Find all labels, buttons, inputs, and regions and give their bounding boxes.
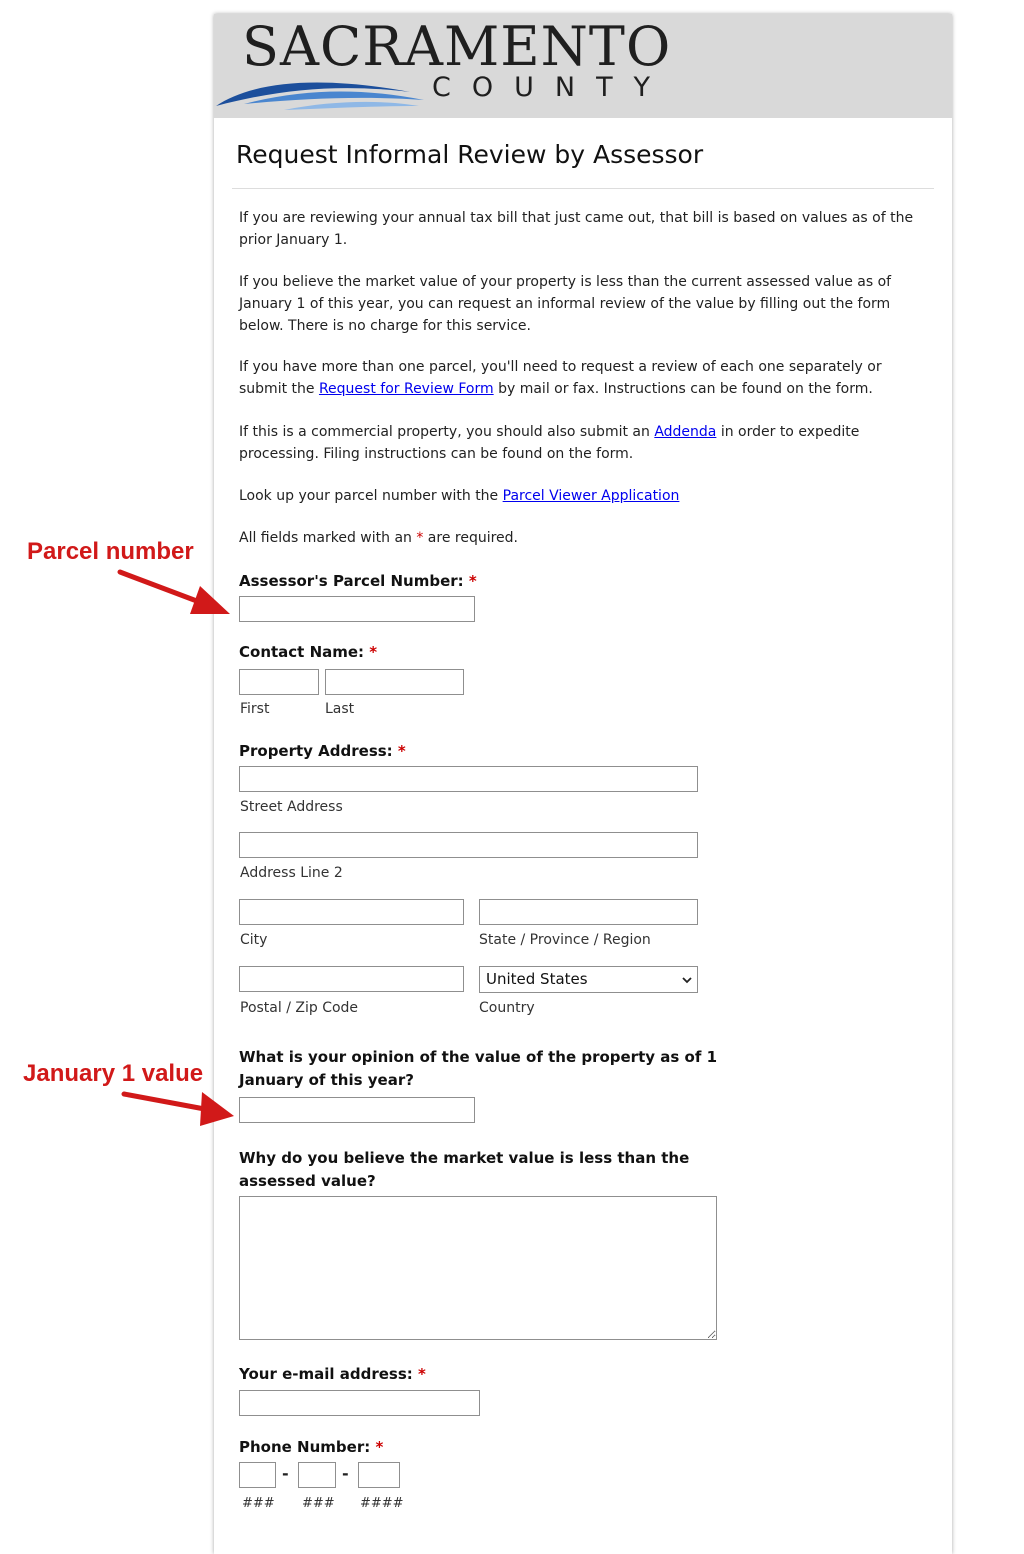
- street-address-sublabel: Street Address: [240, 799, 343, 815]
- intro-paragraph-3: If you have more than one parcel, you'll need to request a review of each one separately or submit the Request for Review Form by mail or fax. Instructions can be found on the form.: [239, 359, 882, 397]
- reason-textarea[interactable]: [239, 1196, 717, 1340]
- last-name-input[interactable]: [325, 669, 464, 695]
- country-select[interactable]: [479, 966, 698, 993]
- first-name-sublabel: First: [240, 701, 270, 717]
- property-address-label: Property Address: *: [239, 742, 406, 760]
- address-line-2-input[interactable]: [239, 832, 698, 858]
- postal-code-input[interactable]: [239, 966, 464, 992]
- reason-label: Why do you believe the market value is less than the assessed value?: [239, 1149, 690, 1190]
- parcel-number-label: Assessor's Parcel Number: *: [239, 572, 477, 590]
- logo-wordmark-sacramento: SACRAMENTO: [242, 15, 672, 78]
- phone-line-number-sublabel: ####: [360, 1496, 404, 1511]
- parcel-viewer-link[interactable]: Parcel Viewer Application: [502, 488, 680, 504]
- request-review-form-link[interactable]: Request for Review Form: [318, 381, 494, 397]
- phone-area-code-input[interactable]: [239, 1462, 276, 1488]
- phone-line-number-input[interactable]: [358, 1462, 400, 1488]
- intro-paragraph-5: Look up your parcel number with the Parcel Viewer Application: [239, 488, 680, 504]
- phone-separator: -: [342, 1464, 349, 1483]
- city-sublabel: City: [240, 932, 268, 948]
- address-line-2-sublabel: Address Line 2: [240, 865, 343, 881]
- form-page: [214, 14, 952, 1554]
- required-asterisk: *: [468, 572, 477, 590]
- annotation-arrow-icon: [110, 566, 240, 626]
- first-name-input[interactable]: [239, 669, 319, 695]
- phone-label: Phone Number: *: [239, 1438, 384, 1456]
- street-address-input[interactable]: [239, 766, 698, 792]
- phone-area-code-sublabel: ###: [242, 1496, 275, 1511]
- required-asterisk: *: [397, 742, 406, 760]
- last-name-sublabel: Last: [325, 701, 355, 717]
- page-title: Request Informal Review by Assessor: [236, 140, 704, 169]
- addenda-link[interactable]: Addenda: [654, 424, 717, 440]
- email-label: Your e-mail address: *: [239, 1365, 426, 1383]
- state-sublabel: State / Province / Region: [479, 932, 651, 948]
- postal-code-sublabel: Postal / Zip Code: [240, 1000, 359, 1016]
- title-divider: [232, 188, 934, 189]
- email-input[interactable]: [239, 1390, 480, 1416]
- intro-paragraph-2: If you believe the market value of your property is less than the current assessed value as of January 1 of this year, you can request an informal review of the value by filling out the form below. There is no charge for this service.: [239, 274, 892, 334]
- country-sublabel: Country: [479, 1000, 535, 1016]
- country-selected-value: United States: [486, 970, 588, 988]
- intro-paragraph-1: If you are reviewing your annual tax bill that just came out, that bill is based on values as of the prior January 1.: [239, 210, 914, 248]
- city-input[interactable]: [239, 899, 464, 925]
- phone-prefix-sublabel: ###: [302, 1496, 335, 1511]
- required-note: All fields marked with an * are required.: [239, 530, 519, 546]
- opinion-value-label: What is your opinion of the value of the property as of 1 January of this year?: [239, 1048, 718, 1089]
- annotation-january-value: January 1 value: [23, 1060, 204, 1087]
- annotation-arrow-icon: [118, 1086, 238, 1130]
- opinion-value-input[interactable]: [239, 1097, 475, 1123]
- required-asterisk: *: [416, 530, 424, 546]
- required-asterisk: *: [369, 643, 378, 661]
- header-banner: [214, 14, 952, 118]
- intro-paragraph-4: If this is a commercial property, you should also submit an Addenda in order to expedite processing. Filing instructions can be found on the form.: [239, 424, 860, 462]
- chevron-down-icon: [681, 974, 693, 986]
- phone-separator: -: [282, 1464, 289, 1483]
- logo-wordmark-county: COUNTY: [432, 72, 672, 103]
- parcel-number-input[interactable]: [239, 596, 475, 622]
- phone-prefix-input[interactable]: [298, 1462, 336, 1488]
- required-asterisk: *: [418, 1365, 426, 1383]
- contact-name-label: Contact Name: *: [239, 643, 378, 661]
- annotation-parcel-number: Parcel number: [27, 538, 194, 565]
- state-input[interactable]: [479, 899, 698, 925]
- required-asterisk: *: [375, 1438, 384, 1456]
